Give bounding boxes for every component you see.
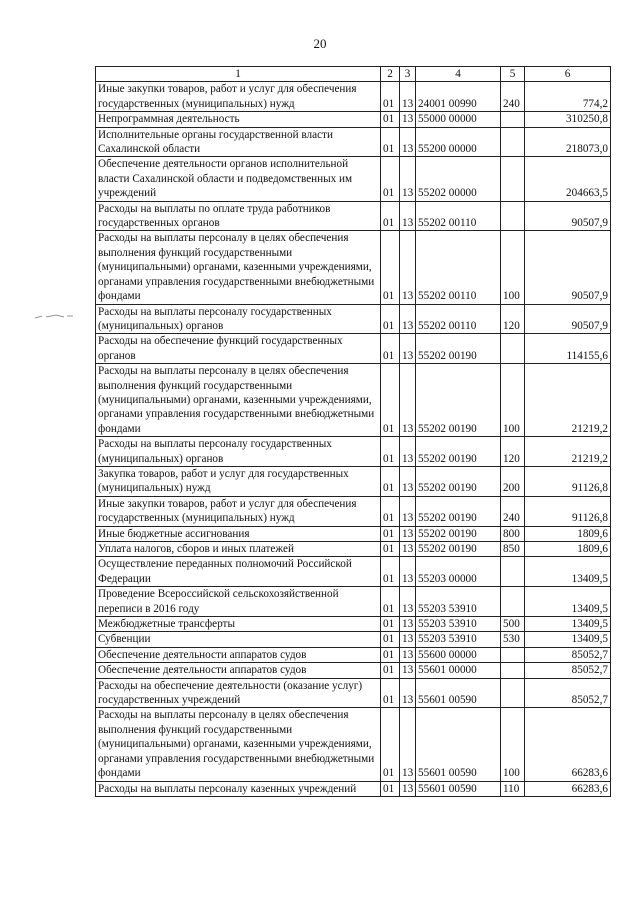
row-amount-cell: 13409,5 bbox=[525, 632, 611, 647]
budget-table bbox=[95, 66, 611, 797]
row-expense-type-cell bbox=[501, 334, 525, 364]
table-row bbox=[96, 617, 611, 632]
column-header: 2 bbox=[381, 67, 400, 82]
row-target-article-cell: 55202 00190 bbox=[416, 437, 501, 467]
row-amount-cell: 310250,8 bbox=[525, 112, 611, 127]
row-subsection-cell: 13 bbox=[400, 304, 416, 334]
row-subsection-cell: 13 bbox=[400, 526, 416, 541]
table-row bbox=[96, 542, 611, 557]
row-name-cell: Субвенции bbox=[96, 632, 381, 647]
row-name-cell: Расходы на выплаты персоналу в целях обеспечения выполнения функций государственными (муниципальными) органами, казенными учреждениями, органами управления государственными внебюджетными фондами bbox=[96, 708, 381, 781]
row-subsection-cell: 13 bbox=[400, 334, 416, 364]
table-row bbox=[96, 231, 611, 304]
row-expense-type-cell bbox=[501, 678, 525, 708]
row-section-cell: 01 bbox=[381, 647, 400, 662]
table-row bbox=[96, 708, 611, 781]
row-amount-cell: 1809,6 bbox=[525, 526, 611, 541]
row-amount-cell: 1809,6 bbox=[525, 542, 611, 557]
column-header: 5 bbox=[501, 67, 525, 82]
row-expense-type-cell bbox=[501, 157, 525, 201]
row-expense-type-cell: 240 bbox=[501, 82, 525, 112]
row-name-cell: Иные закупки товаров, работ и услуг для обеспечения государственных (муниципальных) нужд bbox=[96, 496, 381, 526]
table-row bbox=[96, 304, 611, 334]
row-expense-type-cell: 800 bbox=[501, 526, 525, 541]
row-amount-cell: 204663,5 bbox=[525, 157, 611, 201]
row-amount-cell: 66283,6 bbox=[525, 781, 611, 796]
row-expense-type-cell: 530 bbox=[501, 632, 525, 647]
table-row bbox=[96, 127, 611, 157]
table-row bbox=[96, 364, 611, 437]
row-amount-cell: 90507,9 bbox=[525, 201, 611, 231]
row-amount-cell: 218073,0 bbox=[525, 127, 611, 157]
table-row bbox=[96, 201, 611, 231]
column-header: 4 bbox=[416, 67, 501, 82]
row-amount-cell: 66283,6 bbox=[525, 708, 611, 781]
row-target-article-cell: 55601 00000 bbox=[416, 663, 501, 678]
row-subsection-cell: 13 bbox=[400, 112, 416, 127]
row-target-article-cell: 55202 00000 bbox=[416, 157, 501, 201]
row-target-article-cell: 55601 00590 bbox=[416, 708, 501, 781]
row-section-cell: 01 bbox=[381, 201, 400, 231]
row-target-article-cell: 55601 00590 bbox=[416, 781, 501, 796]
row-name-cell: Обеспечение деятельности аппаратов судов bbox=[96, 647, 381, 662]
page-number: 20 bbox=[313, 36, 327, 51]
row-section-cell: 01 bbox=[381, 632, 400, 647]
row-name-cell: Межбюджетные трансферты bbox=[96, 617, 381, 632]
row-target-article-cell: 55601 00590 bbox=[416, 678, 501, 708]
row-name-cell: Расходы на выплаты по оплате труда работников государственных органов bbox=[96, 201, 381, 231]
row-expense-type-cell: 100 bbox=[501, 364, 525, 437]
row-subsection-cell: 13 bbox=[400, 127, 416, 157]
row-subsection-cell: 13 bbox=[400, 632, 416, 647]
row-expense-type-cell bbox=[501, 112, 525, 127]
row-target-article-cell: 55202 00190 bbox=[416, 364, 501, 437]
row-section-cell: 01 bbox=[381, 364, 400, 437]
row-amount-cell: 774,2 bbox=[525, 82, 611, 112]
row-expense-type-cell bbox=[501, 663, 525, 678]
row-target-article-cell: 24001 00990 bbox=[416, 82, 501, 112]
row-amount-cell: 90507,9 bbox=[525, 231, 611, 304]
row-subsection-cell: 13 bbox=[400, 466, 416, 496]
table-row bbox=[96, 157, 611, 201]
row-target-article-cell: 55600 00000 bbox=[416, 647, 501, 662]
row-expense-type-cell bbox=[501, 201, 525, 231]
row-subsection-cell: 13 bbox=[400, 82, 416, 112]
row-target-article-cell: 55202 00110 bbox=[416, 304, 501, 334]
row-name-cell: Расходы на выплаты персоналу в целях обеспечения выполнения функций государственными (муниципальными) органами, казенными учреждениями, органами управления государственными внебюджетными фондами bbox=[96, 231, 381, 304]
row-subsection-cell: 13 bbox=[400, 542, 416, 557]
row-expense-type-cell: 850 bbox=[501, 542, 525, 557]
row-expense-type-cell bbox=[501, 127, 525, 157]
row-name-cell: Расходы на обеспечение функций государственных органов bbox=[96, 334, 381, 364]
row-amount-cell: 91126,8 bbox=[525, 466, 611, 496]
row-name-cell: Расходы на выплаты персоналу государственных (муниципальных) органов bbox=[96, 304, 381, 334]
row-target-article-cell: 55000 00000 bbox=[416, 112, 501, 127]
row-target-article-cell: 55202 00190 bbox=[416, 496, 501, 526]
row-target-article-cell: 55202 00190 bbox=[416, 542, 501, 557]
row-section-cell: 01 bbox=[381, 526, 400, 541]
row-name-cell: Обеспечение деятельности аппаратов судов bbox=[96, 663, 381, 678]
row-subsection-cell: 13 bbox=[400, 647, 416, 662]
table-row bbox=[96, 557, 611, 587]
row-section-cell: 01 bbox=[381, 437, 400, 467]
row-expense-type-cell: 120 bbox=[501, 304, 525, 334]
column-header: 1 bbox=[96, 67, 381, 82]
row-section-cell: 01 bbox=[381, 112, 400, 127]
row-target-article-cell: 55202 00110 bbox=[416, 231, 501, 304]
row-section-cell: 01 bbox=[381, 542, 400, 557]
row-subsection-cell: 13 bbox=[400, 557, 416, 587]
row-subsection-cell: 13 bbox=[400, 496, 416, 526]
row-section-cell: 01 bbox=[381, 82, 400, 112]
row-section-cell: 01 bbox=[381, 617, 400, 632]
row-expense-type-cell: 110 bbox=[501, 781, 525, 796]
table-row bbox=[96, 526, 611, 541]
header-row bbox=[96, 67, 611, 82]
row-subsection-cell: 13 bbox=[400, 364, 416, 437]
row-name-cell: Расходы на выплаты персоналу казенных учреждений bbox=[96, 781, 381, 796]
row-target-article-cell: 55203 53910 bbox=[416, 617, 501, 632]
row-section-cell: 01 bbox=[381, 708, 400, 781]
table-row bbox=[96, 437, 611, 467]
row-subsection-cell: 13 bbox=[400, 231, 416, 304]
row-expense-type-cell: 500 bbox=[501, 617, 525, 632]
row-section-cell: 01 bbox=[381, 334, 400, 364]
row-target-article-cell: 55203 00000 bbox=[416, 557, 501, 587]
row-section-cell: 01 bbox=[381, 231, 400, 304]
row-section-cell: 01 bbox=[381, 304, 400, 334]
row-expense-type-cell bbox=[501, 557, 525, 587]
row-target-article-cell: 55200 00000 bbox=[416, 127, 501, 157]
row-subsection-cell: 13 bbox=[400, 663, 416, 678]
row-amount-cell: 21219,2 bbox=[525, 437, 611, 467]
row-name-cell: Иные закупки товаров, работ и услуг для обеспечения государственных (муниципальных) нужд bbox=[96, 82, 381, 112]
table-row bbox=[96, 781, 611, 796]
row-expense-type-cell bbox=[501, 647, 525, 662]
row-section-cell: 01 bbox=[381, 157, 400, 201]
row-expense-type-cell: 100 bbox=[501, 231, 525, 304]
row-amount-cell: 13409,5 bbox=[525, 557, 611, 587]
row-name-cell: Непрограммная деятельность bbox=[96, 112, 381, 127]
row-amount-cell: 114155,6 bbox=[525, 334, 611, 364]
row-name-cell: Осуществление переданных полномочий Российской Федерации bbox=[96, 557, 381, 587]
row-amount-cell: 85052,7 bbox=[525, 678, 611, 708]
row-amount-cell: 91126,8 bbox=[525, 496, 611, 526]
row-name-cell: Расходы на выплаты персоналу в целях обеспечения выполнения функций государственными (муниципальными) органами, казенными учреждениями, органами управления государственными внебюджетными фондами bbox=[96, 364, 381, 437]
row-subsection-cell: 13 bbox=[400, 587, 416, 617]
row-section-cell: 01 bbox=[381, 127, 400, 157]
row-section-cell: 01 bbox=[381, 678, 400, 708]
row-name-cell: Закупка товаров, работ и услуг для государственных (муниципальных) нужд bbox=[96, 466, 381, 496]
column-header: 6 bbox=[525, 67, 611, 82]
row-amount-cell: 90507,9 bbox=[525, 304, 611, 334]
row-amount-cell: 13409,5 bbox=[525, 587, 611, 617]
row-expense-type-cell: 120 bbox=[501, 437, 525, 467]
row-target-article-cell: 55202 00190 bbox=[416, 526, 501, 541]
margin-scribble-mark bbox=[34, 312, 74, 320]
row-expense-type-cell: 100 bbox=[501, 708, 525, 781]
table-row bbox=[96, 496, 611, 526]
row-name-cell: Проведение Всероссийской сельскохозяйственной переписи в 2016 году bbox=[96, 587, 381, 617]
row-name-cell: Расходы на обеспечение деятельности (оказание услуг) государственных учреждений bbox=[96, 678, 381, 708]
row-amount-cell: 13409,5 bbox=[525, 617, 611, 632]
table-row bbox=[96, 663, 611, 678]
table-row bbox=[96, 647, 611, 662]
table-row bbox=[96, 632, 611, 647]
row-section-cell: 01 bbox=[381, 466, 400, 496]
row-section-cell: 01 bbox=[381, 781, 400, 796]
row-target-article-cell: 55202 00190 bbox=[416, 466, 501, 496]
row-target-article-cell: 55202 00190 bbox=[416, 334, 501, 364]
row-target-article-cell: 55202 00110 bbox=[416, 201, 501, 231]
row-subsection-cell: 13 bbox=[400, 437, 416, 467]
row-name-cell: Обеспечение деятельности органов исполнительной власти Сахалинской области и подведомственных им учреждений bbox=[96, 157, 381, 201]
row-section-cell: 01 bbox=[381, 557, 400, 587]
row-subsection-cell: 13 bbox=[400, 201, 416, 231]
row-name-cell: Исполнительные органы государственной власти Сахалинской области bbox=[96, 127, 381, 157]
row-name-cell: Уплата налогов, сборов и иных платежей bbox=[96, 542, 381, 557]
row-expense-type-cell: 240 bbox=[501, 496, 525, 526]
row-section-cell: 01 bbox=[381, 496, 400, 526]
row-section-cell: 01 bbox=[381, 587, 400, 617]
table-row bbox=[96, 466, 611, 496]
row-subsection-cell: 13 bbox=[400, 157, 416, 201]
table-row bbox=[96, 112, 611, 127]
row-target-article-cell: 55203 53910 bbox=[416, 587, 501, 617]
row-name-cell: Расходы на выплаты персоналу государственных (муниципальных) органов bbox=[96, 437, 381, 467]
row-amount-cell: 21219,2 bbox=[525, 364, 611, 437]
table-row bbox=[96, 82, 611, 112]
row-section-cell: 01 bbox=[381, 663, 400, 678]
row-subsection-cell: 13 bbox=[400, 617, 416, 632]
table-row bbox=[96, 587, 611, 617]
row-subsection-cell: 13 bbox=[400, 781, 416, 796]
row-amount-cell: 85052,7 bbox=[525, 647, 611, 662]
row-amount-cell: 85052,7 bbox=[525, 663, 611, 678]
row-name-cell: Иные бюджетные ассигнования bbox=[96, 526, 381, 541]
row-expense-type-cell: 200 bbox=[501, 466, 525, 496]
table-row bbox=[96, 678, 611, 708]
row-subsection-cell: 13 bbox=[400, 678, 416, 708]
row-expense-type-cell bbox=[501, 587, 525, 617]
table-row bbox=[96, 334, 611, 364]
row-target-article-cell: 55203 53910 bbox=[416, 632, 501, 647]
column-header: 3 bbox=[400, 67, 416, 82]
row-subsection-cell: 13 bbox=[400, 708, 416, 781]
